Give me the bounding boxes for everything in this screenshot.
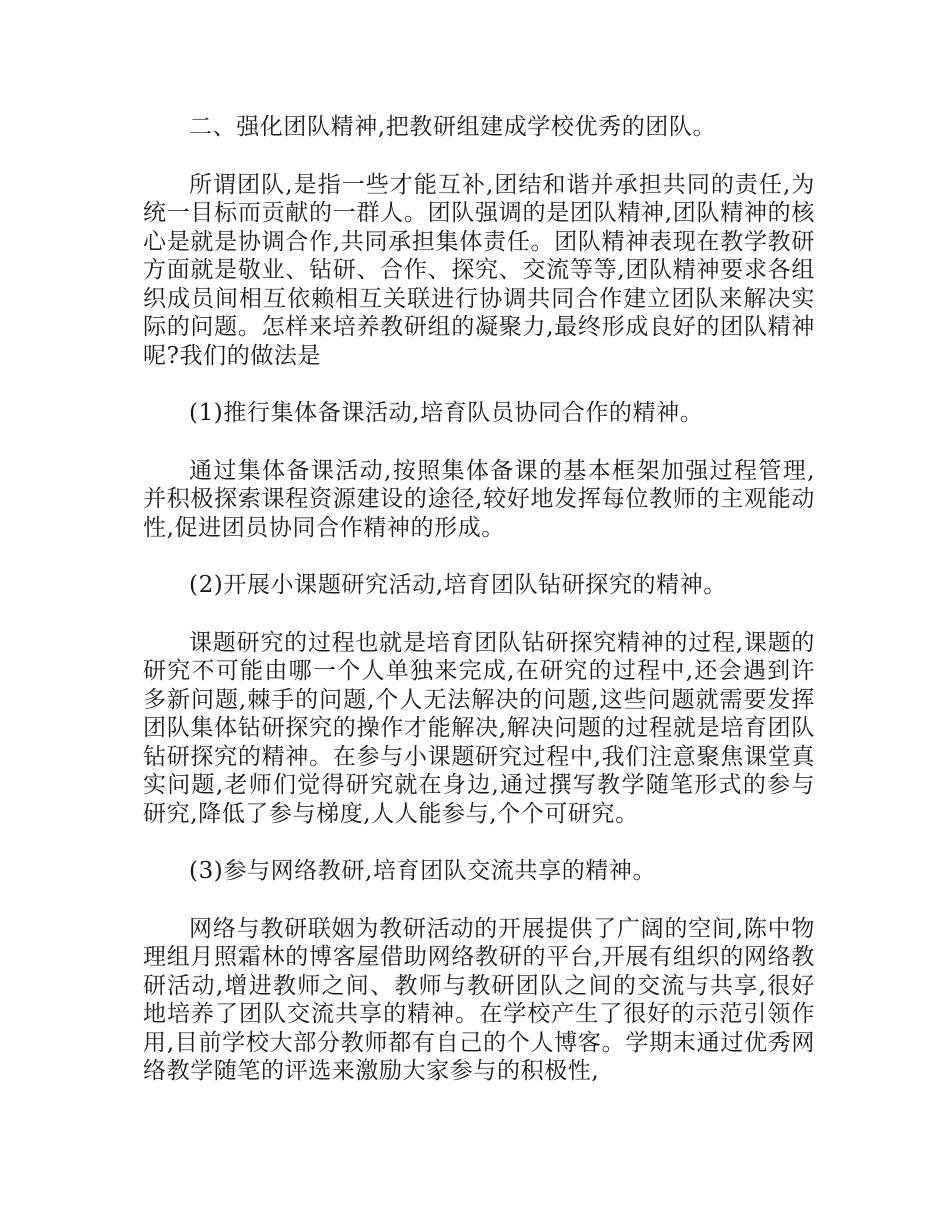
subheading-small-research-topics: (2)开展小课题研究活动,培育团队钻研探究的精神。: [189, 572, 727, 598]
paragraph-online-teaching-research: 网络与教研联姻为教研活动的开展提供了广阔的空间,陈中物理组月照霜林的博客屋借助网络教研的平台,开展有组织的网络教研活动,增进教师之间、教师与教研团队之间的交流与共享,很好地培养了团队交流共享的精神。在学校产生了很好的示范引领作用,目前学校大部分教师都有自己的个人博客。学期末通过优秀网络教学随笔的评选来激励大家参与的积极性,: [143, 915, 815, 1084]
subheading-online-teaching-research: (3)参与网络教研,培育团队交流共享的精神。: [189, 858, 657, 884]
subheading-collective-lesson-prep: (1)推行集体备课活动,培育队员协同合作的精神。: [189, 400, 704, 426]
paragraph-small-research-topics: 课题研究的过程也就是培育团队钻研探究精神的过程,课题的研究不可能由哪一个人单独来完成,在研究的过程中,还会遇到许多新问题,棘手的问题,个人无法解决的问题,这些问题就需要发挥团队集体钻研探究的操作才能解决,解决问题的过程就是培育团队钻研探究的精神。在参与小课题研究过程中,我们注意聚焦课堂真实问题,老师们觉得研究就在身边,通过撰写教学随笔形式的参与研究,降低了参与梯度,人人能参与,个个可研究。: [143, 629, 815, 827]
paragraph-collective-lesson-prep: 通过集体备课活动,按照集体备课的基本框架加强过程管理,并积极探索课程资源建设的途径,较好地发挥每位教师的主观能动性,促进团员协同合作精神的形成。: [143, 457, 815, 541]
document-page: [143, 113, 815, 1115]
section-heading: 二、强化团队精神,把教研组建成学校优秀的团队。: [189, 114, 717, 140]
paragraph-team-definition: 所谓团队,是指一些才能互补,团结和谐并承担共同的责任,为统一目标而贡献的一群人。团队强调的是团队精神,团队精神的核心是就是协调合作,共同承担集体责任。团队精神表现在教学教研方面就是敬业、钻研、合作、探究、交流等等,团队精神要求各组织成员间相互依赖相互关联进行协调共同合作建立团队来解决实际的问题。怎样来培养教研组的凝聚力,最终形成良好的团队精神呢?我们的做法是: [143, 171, 815, 369]
